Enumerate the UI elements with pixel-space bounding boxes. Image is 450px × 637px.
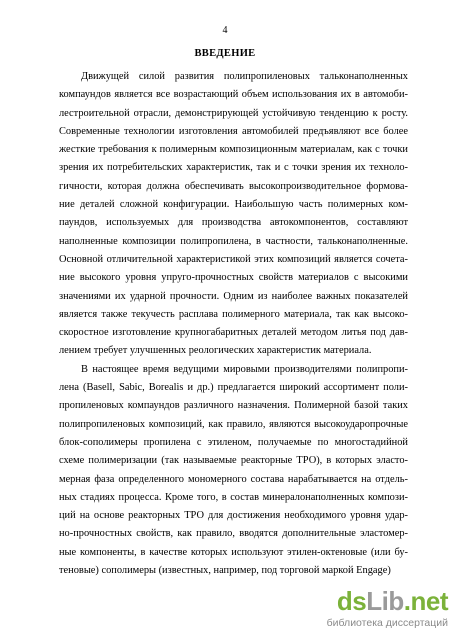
- paragraph-1: [59, 68, 408, 361]
- text-line: скоростное изготовление крупногабаритных деталей методом литья под дав-: [59, 327, 408, 339]
- dslib-watermark: [300, 586, 448, 634]
- text-line: полипропиленовых композиций, как правило, являются высокоударопрочные: [59, 418, 408, 430]
- text-line: паундов, используемых для производства автокомпонентов, составляют: [59, 217, 408, 229]
- text-line: значениями их ударной прочности. Одним из наиболее важных показателей: [59, 290, 408, 302]
- text-line: но-прочностных свойств, как правило, вводятся дополнительные эластомер-: [59, 528, 408, 540]
- text-line: лестроительной отрасли, демонстрирующей устойчивую тенденцию к росту.: [59, 107, 408, 119]
- text-line: блок-сополимеры пропилена с этиленом, получаемые по многостадийной: [59, 436, 408, 448]
- text-line: компаундов является все возрастающий объем использования их в автомоби-: [59, 89, 408, 101]
- paragraph-2: [59, 361, 408, 581]
- watermark-caption: библиотека диссертаций: [326, 617, 448, 629]
- text-line: теновые) сополимеры (известных, например, под торговой маркой Engage): [59, 565, 391, 577]
- text-line: схеме полимеризации (так называемые реакторные ТРО), в которых эласто-: [59, 455, 408, 467]
- logo-part-ds: ds: [336, 586, 367, 616]
- text-line: наполненные композиции полипропилена, в частности, тальконаполненные.: [59, 235, 408, 247]
- text-line: ние высокого уровня упруго-прочностных свойств материалов с высокими: [59, 272, 408, 284]
- text-line: ций на основе реакторных ТРО для достижения необходимого уровня удар-: [59, 510, 408, 522]
- text-line: Современные технологии изготовления автомобилей предъявляют все более: [59, 125, 408, 137]
- text-line: является также текучесть расплава полимерного материала, так как высоко-: [59, 308, 408, 320]
- body-text: [59, 68, 408, 580]
- text-line: Движущей силой развития полипропиленовых тальконаполненных: [81, 71, 408, 82]
- text-line: лена (Basell, Sabic, Borealis и др.) предлагается широкий ассортимент поли-: [59, 382, 408, 394]
- page-number: 4: [222, 25, 228, 36]
- text-line: пропиленовых компаундов различного назначения. Полимерной базой таких: [59, 400, 408, 412]
- dslib-logo: [300, 586, 448, 616]
- text-line: В настоящее время ведущими мировыми производителями полипропи-: [81, 363, 408, 375]
- text-line: жесткие требования к полимерным композиционным материалам, как с точки: [59, 144, 408, 156]
- text-line: зрения их потребительских характеристик, так и с точки зрения их техноло-: [59, 162, 408, 174]
- text-line: Основной отличительной характеристикой этих композиций является сочета-: [59, 253, 408, 265]
- text-line: ные компоненты, в качестве которых используют этилен-октеновые (или бу-: [59, 546, 408, 558]
- section-heading: ВВЕДЕНИЕ: [194, 48, 256, 59]
- text-line: лением требует улучшенных реологических характеристик материала.: [59, 345, 372, 357]
- text-line: гичности, которая должна обеспечивать высокопроизводительное формова-: [59, 180, 408, 192]
- logo-part-net: .net: [403, 586, 448, 616]
- logo-part-lib: Lib: [366, 586, 404, 616]
- text-line: мерная фаза определенного мономерного состава нарабатывается на отдель-: [59, 473, 408, 485]
- text-line: ние деталей сложной конфигурации. Наибольшую часть полимерных ком-: [59, 199, 408, 211]
- text-line: ных стадиях процесса. Кроме того, в состав минералонаполненных компози-: [59, 491, 408, 503]
